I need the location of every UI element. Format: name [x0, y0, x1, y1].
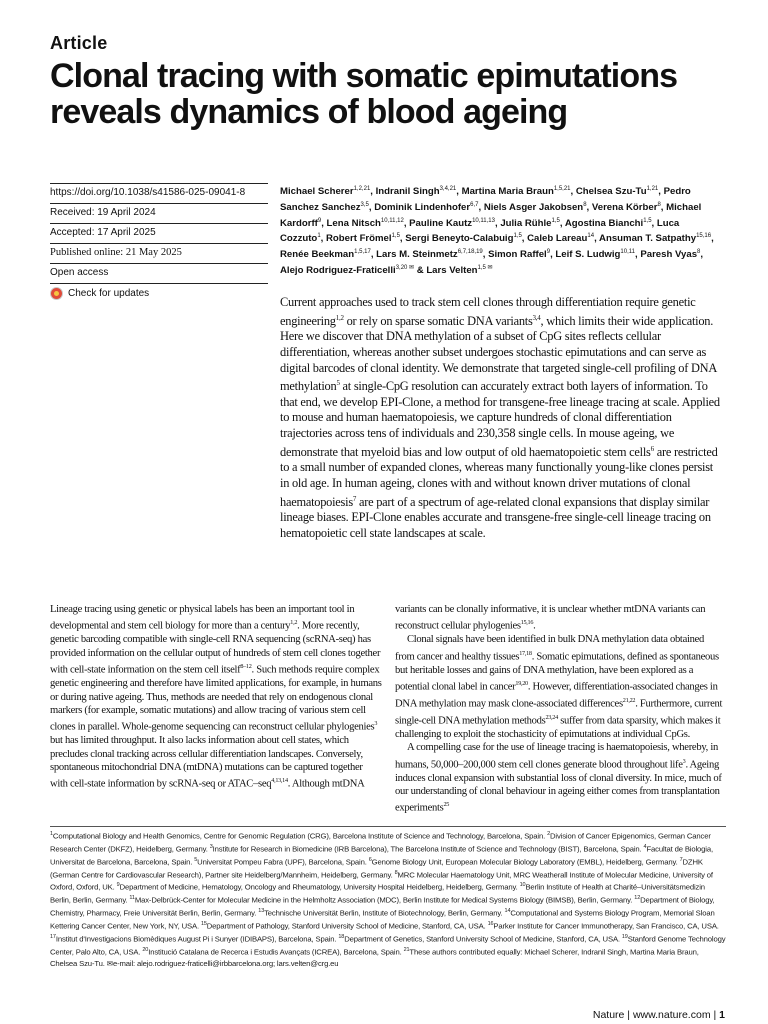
doi-link[interactable]: https://doi.org/10.1038/s41586-025-09041-8 [50, 183, 268, 203]
body-column-right [395, 603, 725, 815]
footer-separator: | [713, 1009, 720, 1021]
page-number: 1 [719, 1009, 725, 1021]
check-updates-label: Check for updates [68, 287, 150, 299]
open-access-label: Open access [50, 263, 268, 283]
body-paragraph: Lineage tracing using genetic or physical labels has been an important tool in developmental and stem cell biology for more than a century$^{1,2}$. More recently, genetic barcoding compatible with single-cell RNA sequencing (scRNA-seq) has provided information on the cellular output of hundreds of stem cell clones together with cell-state information on the stem cell itself$^{8-12}$. Such methods require complex genetic engineering and therefore have limited applications, for example, in humans or during native ageing. Thus, methods are needed that rely on endogenous clonal markers (for example, somatic mutations) and allow tracing of various stem cell clones in parallel. Whole-genome sequencing can reconstruct cellular phylogenies$^3$ but has limited throughput. It also lacks information about cell states, which precludes clonal tracking across cellular differentiation landscapes. Conversely, spontaneous mitochondrial DNA (mtDNA) mutations can be captured together with cell-state information by scRNA-seq or ATAC–seq$^{4,13,14}$. Although mtDNA [50, 604, 382, 790]
check-updates-icon [50, 287, 63, 300]
footer-separator: | [627, 1009, 633, 1021]
article-title: Clonal tracing with somatic epimutations reveals dynamics of blood ageing [50, 57, 678, 131]
journal-name: Nature [592, 1009, 625, 1021]
journal-website-link[interactable]: www.nature.com [632, 1009, 711, 1021]
page-footer [560, 1009, 725, 1021]
body-paragraph: variants can be clonally informative, it is unclear whether mtDNA variants can reconstruct cellular phylogenies$^{15,16}$. [395, 604, 706, 632]
received-date: Received: 19 April 2024 [50, 203, 268, 223]
body-column-left [50, 603, 382, 791]
affiliations-footnotes: $^1$Computational Biology and Health Genomics, Centre for Genomic Regulation (CRG), Barcelona Institute of Science and Technology, Barcelona, Spain. $^2$Division of Cancer Epigenomics, German Cancer Research Center (DKFZ), Heidelberg, Germany. $^3$Institute for Research in Biomedicine (IRB Barcelona), The Barcelona Institute of Science and Technology (BIST), Barcelona, Spain. $^4$Facultat de Biologia, Universitat de Barcelona, Barcelona, Spain. $^5$Universitat Pompeu Fabra (UPF), Barcelona, Spain. $^6$Genome Biology Unit, European Molecular Biology Laboratory (EMBL), Heidelberg, Germany. $^7$DZHK (German Centre for Cardiovascular Research), Partner site Heidelberg/Mannheim, Heidelberg, Germany. $^8$MRC Molecular Haematology Unit, MRC Weatherall Institute of Molecular Medicine, University of Oxford, Oxford, UK. $^9$Department of Medicine, Hematology, Oncology and Rheumatology, University Hospital Heidelberg, Heidelberg, Germany. $^{10}$Berlin Institute of Health at Charité–Universitätsmedizin Berlin, Berlin, Germany. $^{11}$Max-Delbrück-Center for Molecular Medicine in the Helmholtz Association (MDC), Berlin Institute for Medical Systems Biology (BIMSB), Berlin, Germany. $^{12}$Department of Biology, Chemistry, Pharmacy, Freie Universität Berlin, Berlin, Germany. $^{13}$Technische Universität Berlin, Institute of Biotechnology, Berlin, Germany. $^{14}$Computational and Systems Biology Program, Memorial Sloan Kettering Cancer Center, New York, NY, USA. $^{15}$Department of Pathology, Stanford University School of Medicine, Stanford, CA, USA. $^{16}$Parker Institute for Cancer Immunotherapy, San Francisco, CA, USA. $^{17}$Institut d'Investigacions Biomèdiques August Pi i Sunyer (IDIBAPS), Barcelona, Spain. $^{18}$Department of Genetics, Stanford University School of Medicine, Stanford, CA, USA. $^{19}$Stanford Genome Technology Center, Palo Alto, CA, USA. $^{20}$Institució Catalana de Recerca i Estudis Avançats (ICREA), Barcelona, Spain. $^{21}$These authors contributed equally: Michael Scherer, Indranil Singh, Martina Maria Braun, Chelsea Szu-Tu. ✉e-mail: alejo.rodriguez-fraticelli@irbbarcelona.org; lars.velten@crg.eu [50, 831, 726, 968]
footnote-divider [50, 826, 726, 827]
accepted-date: Accepted: 17 April 2025 [50, 223, 268, 243]
article-metadata [50, 183, 268, 304]
body-paragraph: Clonal signals have been identified in bulk DNA methylation data obtained from cancer and healthy tissues$^{17,18}$. Somatic epimutations, defined as spontaneous but heritable losses and gains of DNA methylation, have been explored as a potential clonal label in cancer$^{19,20}$. However, differentiation-associated changes in DNA methylation may mask clone-associated differences$^{21,22}$. Furthermore, current single-cell DNA methylation methods$^{23,24}$ suffer from data sparsity, which makes it challenging to exploit the stochasticity of epimutations at individual CpGs. [395, 634, 723, 740]
body-paragraph: A compelling case for the use of lineage tracing is haematopoiesis, whereby, in humans, 50,000–200,000 stem cell clones generate blood throughout life$^3$. Ageing induces clonal expansion with substantial loss of clonal diversity. In mice, much of our understanding of clonal behaviour in ageing either comes from transplantation experiments$^{25}$ [395, 742, 722, 814]
article-type-label: Article [50, 33, 108, 53]
author-list: Michael Scherer$^{1,2,21}$, Indranil Singh$^{3,4,21}$, Martina Maria Braun$^{1,5,21}$, Chelsea Szu-Tu$^{1,21}$, Pedro Sanchez Sanchez$^{3,5}$, Dominik Lindenhofer$^{6,7}$, Niels Asger Jakobsen$^8$, Verena Körber$^8$, Michael Kardorff$^9$, Lena Nitsch$^{10,11,12}$, Pauline Kautz$^{10,11,13}$, Julia Rühle$^{1,5}$, Agostina Bianchi$^{1,5}$, Luca Cozzuto$^1$, Robert Frömel$^{1,5}$, Sergi Beneyto-Calabuig$^{1,5}$, Caleb Lareau$^{14}$, Ansuman T. Satpathy$^{15,16}$, Renée Beekman$^{1,5,17}$, Lars M. Steinmetz$^{6,7,18,19}$, Simon Raffel$^9$, Leif S. Ludwig$^{10,11}$, Paresh Vyas$^8$, Alejo Rodriguez-Fraticelli$^{3,20 ✉}$ & Lars Velten$^{1,5 ✉}$ [280, 186, 714, 277]
abstract: Current approaches used to track stem cell clones through differentiation require genetic engineering$^{1,2}$ or rely on sparse somatic DNA variants$^{3,4}$, which limits their wide application. Here we discover that DNA methylation of a subset of CpG sites reflects cellular differentiation, whereas another subset undergoes stochastic epimutations and can serve as digital barcodes of clonal identity. We demonstrate that targeted single-cell profiling of DNA methylation$^5$ at single-CpG resolution can accurately extract both layers of information. To that end, we develop EPI-Clone, a method for transgene-free lineage tracing at scale. Applied to mouse and human haematopoiesis, we capture hundreds of clonal differentiation trajectories across tens of individuals and 230,358 single cells. In mouse ageing, we demonstrate that myeloid bias and low output of old haematopoietic stem cells$^6$ are restricted to a small number of expanded clones, whereas many functionally young-like clones persist in old age. In human ageing, clones with and without known driver mutations of clonal haematopoiesis$^7$ are part of a spectrum of age-related clonal expansions that display similar lineage biases. EPI-Clone enables accurate and transgene-free single-cell lineage tracing on hematopoietic cell state landscapes at scale. [280, 295, 720, 540]
published-date: Published online: 21 May 2025 [50, 243, 268, 263]
check-for-updates-button[interactable] [50, 283, 268, 304]
